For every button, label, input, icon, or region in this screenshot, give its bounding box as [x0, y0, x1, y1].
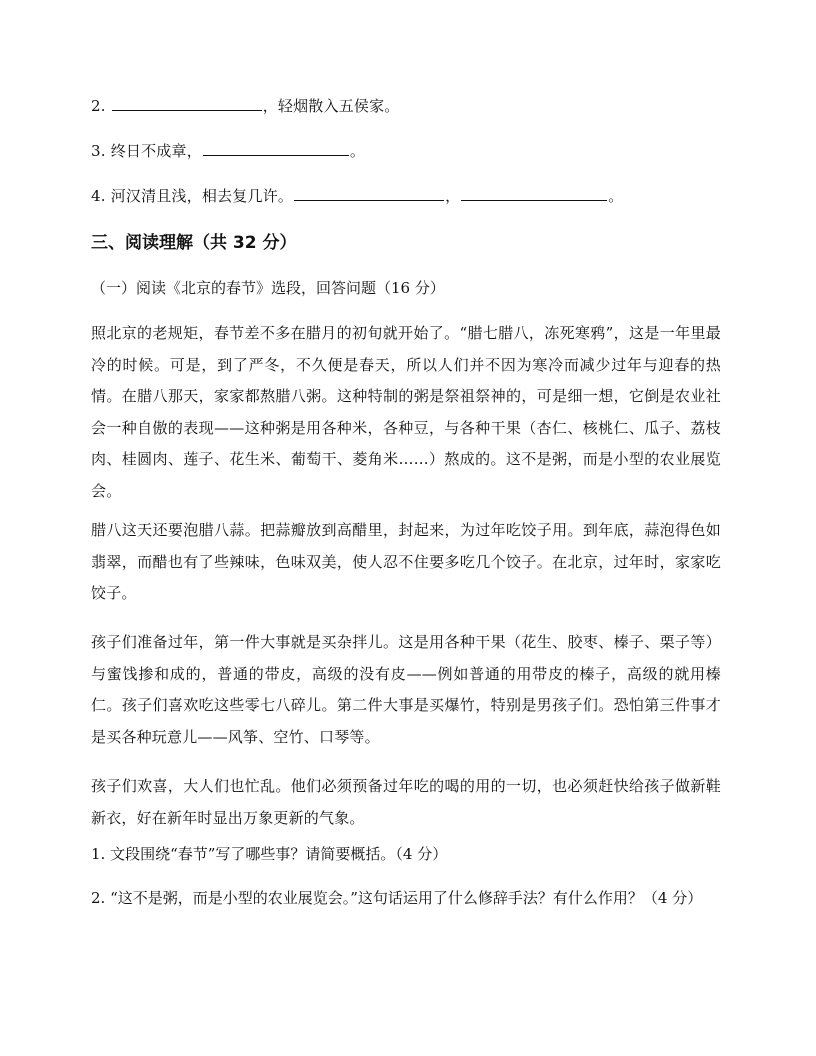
passage-instruction: （一）阅读《北京的春节》选段，回答问题（16 分） — [91, 279, 445, 297]
answer-blank[interactable] — [461, 186, 607, 201]
question-2: 2. “这不是粥，而是小型的农业展览会。”这句话运用了什么修辞手法？有什么作用？（4 分） — [91, 889, 703, 907]
passage-paragraph-2: 腊八这天还要泡腊八蒜。把蒜瓣放到高醋里，封起来，为过年吃饺子用。到年底，蒜泡得色如翡翠，而醋也有了些辣味，色味双美，使人忍不住要多吃几个饺子。在北京，过年时，家家吃饺子。 — [91, 521, 721, 602]
section-heading: 三、阅读理解（共 32 分） — [91, 233, 297, 253]
item-text: ，轻烟散入五侯家。 — [262, 97, 400, 115]
item-text: 河汉清且浅，相去复几许。 — [110, 187, 294, 205]
question-1: 1. 文段围绕“春节”写了哪些事？请简要概括。（4 分） — [91, 845, 448, 863]
item-text: 。 — [608, 187, 624, 205]
answer-blank[interactable] — [203, 141, 349, 156]
item-text: ， — [445, 187, 461, 205]
passage-paragraph-1: 照北京的老规矩，春节差不多在腊月的初旬就开始了。“腊七腊八，冻死寒鸦”，这是一年里最冷的时候。可是，到了严冬，不久便是春天，所以人们并不因为寒冷而减少过年与迎春的热情。在腊八那天，家家都熬腊八粥。这种特制的粥是祭祖祭神的，可是细一想，它倒是农业社会一种自傲的表现——这种粥是用各种米，各种豆，与各种干果（杏仁、核桃仁、瓜子、荔枝肉、桂圆肉、莲子、花生米、葡萄干、菱角米……）熬成的。这不是粥，而是小型的农业展览会。 — [91, 324, 721, 500]
item-number: 3. — [91, 142, 106, 160]
fill-in-item-2 — [91, 96, 400, 116]
passage-paragraph-3: 孩子们准备过年，第一件大事就是买杂拌儿。这是用各种干果（花生、胶枣、榛子、栗子等）与蜜饯掺和成的，普通的带皮，高级的没有皮——例如普通的用带皮的榛子，高级的就用榛仁。孩子们喜欢吃这些零七八碎儿。第二件大事是买爆竹，特别是男孩子们。恐怕第三件事才是买各种玩意儿——风筝、空竹、口琴等。 — [91, 633, 721, 746]
fill-in-item-4 — [91, 186, 624, 206]
item-number: 4. — [91, 187, 106, 205]
item-text: 终日不成章， — [110, 142, 202, 160]
item-number: 2. — [91, 97, 106, 115]
fill-in-item-3 — [91, 141, 365, 161]
passage-paragraph-4: 孩子们欢喜，大人们也忙乱。他们必须预备过年吃的喝的用的一切，也必须赶快给孩子做新鞋新衣，好在新年时显出万象更新的气象。 — [91, 777, 721, 827]
answer-blank[interactable] — [294, 186, 444, 201]
answer-blank[interactable] — [112, 96, 262, 111]
item-text: 。 — [349, 142, 366, 160]
